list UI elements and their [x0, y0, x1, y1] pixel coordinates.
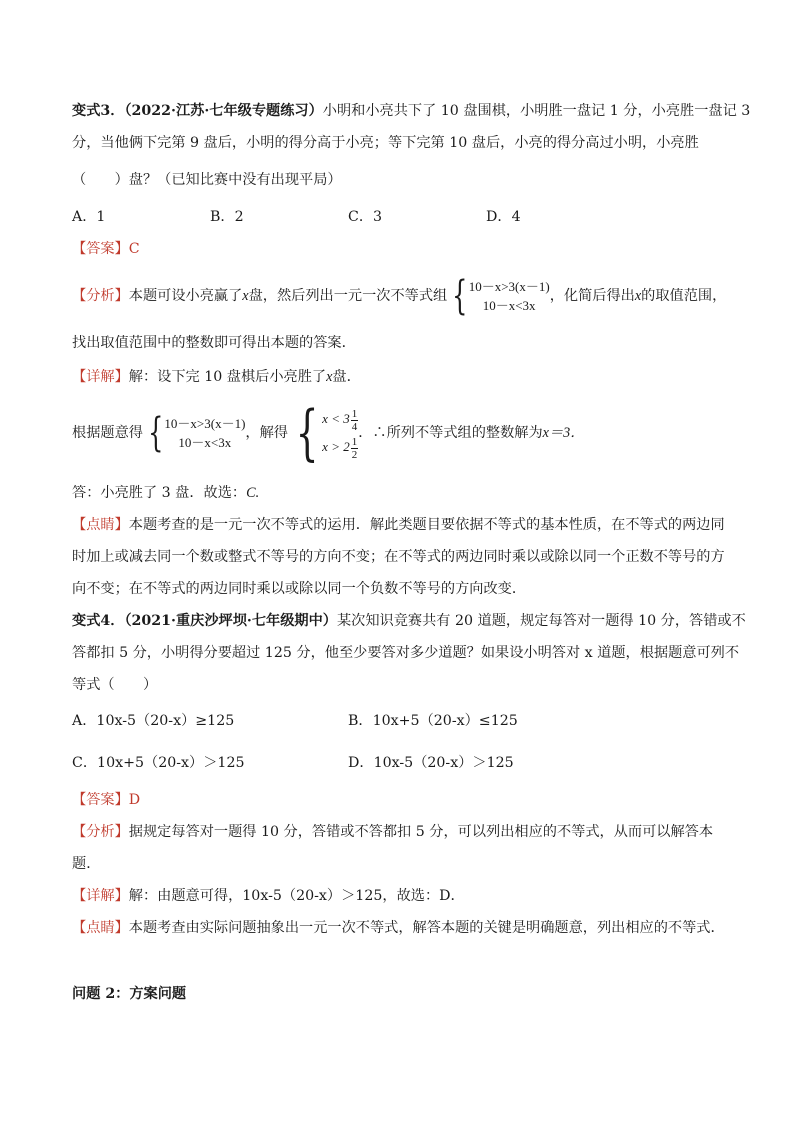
q3-comment-line3: 向不变；在不等式的两边同时乘以或除以同一个负数不等号的方向改变． [72, 581, 527, 597]
q3-text-1: 小明和小亮共下了 10 盘围棋，小明胜一盘记 1 分，小亮胜一盘记 3 [322, 103, 751, 119]
q3-comment-line2: 时加上或减去同一个数或整式不等号的方向不变；在不等式的两边同时乘以或除以同一个正数不等号的方 [72, 549, 725, 565]
analysis-tag: 【分析】 [72, 824, 129, 840]
answer-value: D [128, 792, 141, 808]
q3-answer [72, 239, 140, 259]
detail2-solution-system: { x < 3 $\frac{1}{4}$ x > 2 $\frac{1}{2}$ [295, 398, 358, 468]
q3-option-b: B．2 [210, 209, 244, 225]
detail-text: 解：由题意可得，10x-5（20-x）＞125，故选：D． [128, 888, 465, 904]
comment-tag: 【点睛】 [72, 517, 129, 533]
q3-comment-line1 [72, 515, 725, 535]
section-heading: 问题 2：方案问题 [72, 986, 187, 1002]
analysis-ineq-2: 10－x<3x [482, 298, 536, 313]
q3-label: 变式3．（2022·江苏·七年级专题练习） [72, 103, 323, 119]
detail2-inequality-system: { 10－x>3(x－1) 10－x<3x [148, 410, 246, 456]
detail-var: x [326, 369, 333, 385]
comment-tag: 【点睛】 [72, 920, 129, 936]
q4-analysis-line1 [72, 822, 713, 842]
detail-tag: 【详解】 [72, 369, 129, 385]
q3-analysis-line2: 找出取值范围中的整数即可得出本题的答案． [72, 335, 356, 351]
q4-option-a: A．10x-5（20-x）≥125 [72, 713, 235, 729]
solution-2: x > 2 $\frac{1}{2}$ [322, 435, 358, 461]
analysis-text-d: 的取值范围， [641, 288, 727, 304]
detail2-text-c: ．∴所列不等式组的整数解为 [358, 425, 543, 441]
detail-tag: 【详解】 [72, 888, 129, 904]
detail2-text-a: 根据题意得 [72, 425, 143, 441]
analysis-text-b: 盘，然后列出一元一次不等式组 [248, 288, 448, 304]
q3-option-a: A．1 [72, 209, 106, 225]
q4-detail [72, 886, 465, 906]
analysis-var: x [242, 288, 249, 304]
answer-tag: 【答案】 [72, 241, 129, 257]
detail2-text-b: ，解得 [245, 425, 288, 441]
q3-analysis [72, 273, 727, 319]
q4-line3: 等式（ ） [72, 677, 158, 693]
analysis-tag: 【分析】 [72, 288, 129, 304]
conclusion-text: 答：小亮胜了 3 盘．故选： [72, 485, 247, 501]
q3-detail2 [72, 400, 584, 466]
q4-text-1: 某次知识竞赛共有 20 道题，规定每答对一题得 10 分，答错或不 [336, 613, 746, 629]
analysis-text-a: 本题可设小亮赢了 [128, 288, 243, 304]
analysis-inequality-system: { 10－x>3(x－1) 10－x<3x [452, 273, 550, 319]
detail-text-b: 盘． [332, 369, 361, 385]
comment-text: 本题考查由实际问题抽象出一元一次不等式，解答本题的关键是明确题意，列出相应的不等式． [128, 920, 725, 936]
q4-label: 变式4．（2021·重庆沙坪坝·七年级期中） [72, 613, 337, 629]
q3-option-d: D．4 [486, 209, 521, 225]
q3-line3: （ ）盘？（已知比赛中没有出现平局） [72, 172, 342, 188]
q4-option-c: C．10x+5（20-x）＞125 [72, 755, 245, 771]
analysis-text-c: ，化简后得出 [549, 288, 635, 304]
q3-line1 [72, 101, 750, 121]
conclusion-choice: C. [246, 485, 260, 501]
q4-option-b: B．10x+5（20-x）≤125 [348, 713, 518, 729]
q4-analysis-line2: 题． [72, 856, 101, 872]
q3-line2: 分，当他俩下完第 9 盘后，小明的得分高于小亮；等下完第 10 盘后，小亮的得分高过小明，小亮胜 [72, 135, 699, 151]
detail2-text-d: x＝3． [542, 425, 585, 441]
solution-1: x < 3 $\frac{1}{4}$ [322, 407, 358, 433]
detail2-ineq-1: 10－x>3(x－1) [164, 416, 246, 431]
q4-line2: 答都扣 5 分，小明得分要超过 125 分，他至少要答对多少道题？如果设小明答对 x 道题，根据题意可列不 [72, 645, 740, 661]
answer-value: C [128, 241, 140, 257]
detail2-ineq-2: 10－x<3x [178, 435, 232, 450]
answer-tag: 【答案】 [72, 792, 129, 808]
q3-option-c: C．3 [348, 209, 383, 225]
q4-comment [72, 918, 725, 938]
detail-text-a: 解：设下完 10 盘棋后小亮胜了 [128, 369, 327, 385]
comment-text-1: 本题考查的是一元一次不等式的运用．解此类题目要依据不等式的基本性质，在不等式的两边同 [128, 517, 725, 533]
q4-answer [72, 790, 140, 810]
analysis-var2: x [634, 288, 642, 304]
analysis-ineq-1: 10－x>3(x－1) [468, 279, 550, 294]
analysis-text-1: 据规定每答对一题得 10 分，答错或不答都扣 5 分，可以列出相应的不等式，从而可以解答本 [128, 824, 714, 840]
q4-option-d: D．10x-5（20-x）＞125 [348, 755, 514, 771]
q3-conclusion [72, 483, 259, 503]
q4-line1 [72, 611, 746, 631]
q3-detail [72, 367, 361, 387]
